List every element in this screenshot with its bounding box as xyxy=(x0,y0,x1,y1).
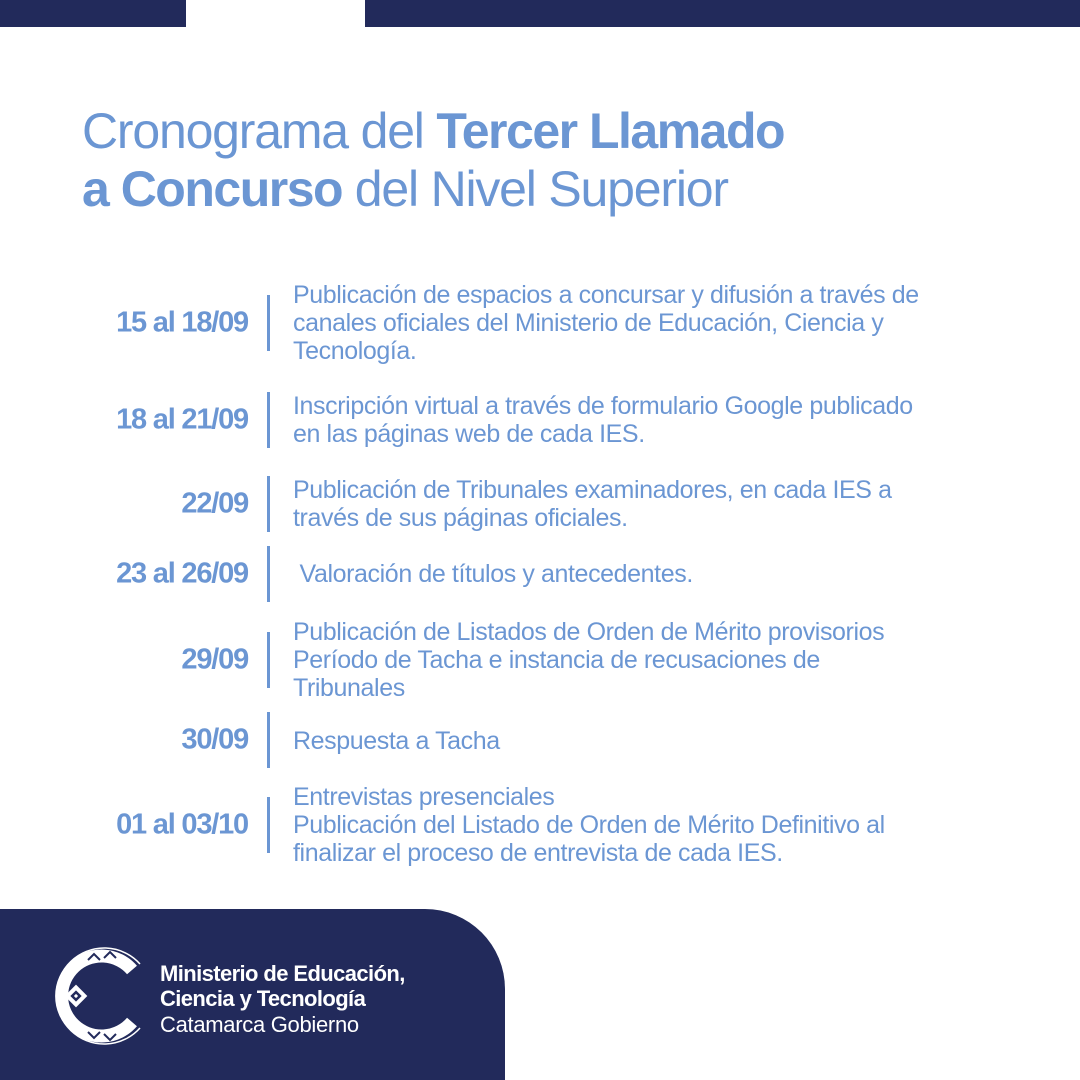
schedule-date: 29/09 xyxy=(181,643,248,676)
schedule-row xyxy=(0,618,1080,702)
schedule-row xyxy=(0,283,1080,363)
schedule-description: Respuesta a Tacha xyxy=(293,727,500,755)
schedule-date: 01 al 03/10 xyxy=(116,808,248,841)
top-bar-left xyxy=(0,0,186,27)
schedule-date: 23 al 26/09 xyxy=(116,557,248,590)
row-divider xyxy=(267,392,270,448)
schedule-date: 18 al 21/09 xyxy=(116,403,248,436)
schedule-row xyxy=(0,392,1080,448)
schedule-date: 15 al 18/09 xyxy=(116,306,248,339)
schedule-row xyxy=(0,546,1080,602)
top-bar-right xyxy=(365,0,1080,27)
schedule-date: 30/09 xyxy=(181,723,248,756)
schedule-row xyxy=(0,712,1080,768)
ministry-logo-icon xyxy=(48,946,148,1046)
row-divider xyxy=(267,476,270,532)
schedule-description: Publicación de Tribunales examinadores, en cada IES a través de sus páginas oficiales. xyxy=(293,476,892,532)
schedule-row xyxy=(0,783,1080,867)
schedule-date: 22/09 xyxy=(181,487,248,520)
row-divider xyxy=(267,632,270,688)
row-divider xyxy=(267,546,270,602)
row-divider xyxy=(267,295,270,351)
ministry-name: Ministerio de Educación, Ciencia y Tecnología Catamarca Gobierno xyxy=(160,961,405,1037)
schedule-description: Publicación de Listados de Orden de Mérito provisorios Período de Tacha e instancia de recusaciones de Tribunales xyxy=(293,618,885,702)
schedule-description: Inscripción virtual a través de formulario Google publicado en las páginas web de cada IES. xyxy=(293,392,913,448)
page-title: Cronograma del Tercer Llamado a Concurso del Nivel Superior xyxy=(82,103,785,217)
row-divider xyxy=(267,712,270,768)
schedule-description: Valoración de títulos y antecedentes. xyxy=(293,560,693,588)
row-divider xyxy=(267,797,270,853)
schedule-description: Entrevistas presenciales Publicación del Listado de Orden de Mérito Definitivo al finalizar el proceso de entrevista de cada IES. xyxy=(293,783,885,867)
schedule-description: Publicación de espacios a concursar y difusión a través de canales oficiales del Ministerio de Educación, Ciencia y Tecnología. xyxy=(293,281,919,365)
